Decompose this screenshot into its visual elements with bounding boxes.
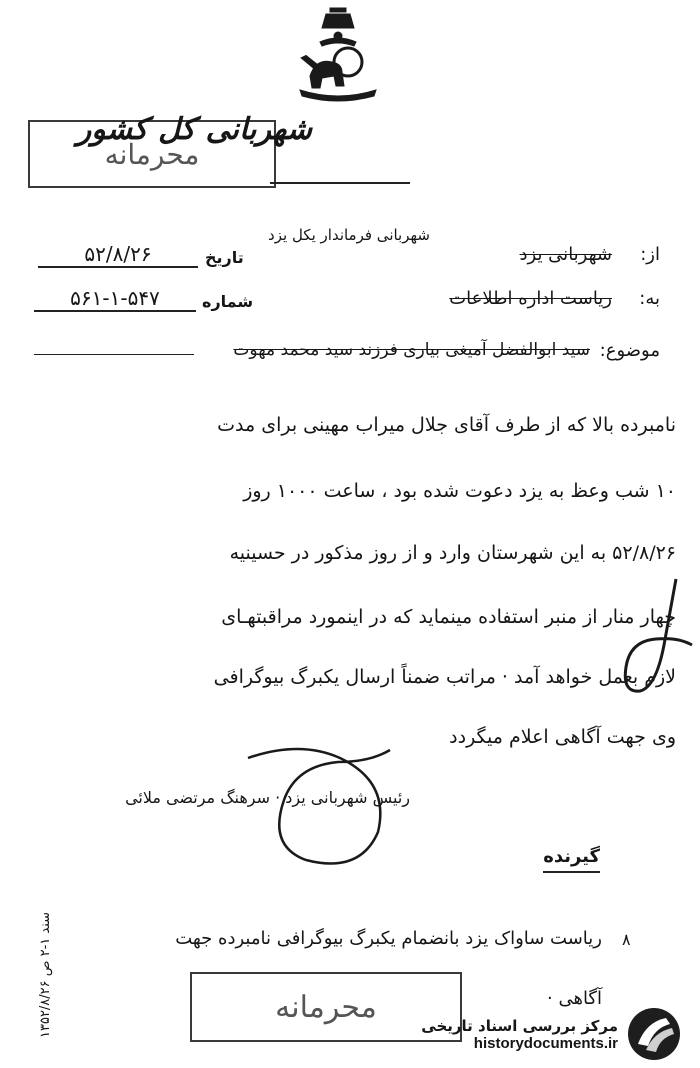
date-label: تاریخ (205, 248, 244, 267)
body-line: لازم بعمل خواهد آمد · مراتب ضمناً ارسال یکبرگ بیوگرافی (213, 666, 676, 688)
margin-archive-note: سند ۱-۲ ص ۱۳۵۲/۸/۲۶ (38, 911, 53, 1038)
archive-logo-icon (626, 1006, 682, 1062)
confidential-stamp: محرمانه (28, 120, 276, 188)
title-underline (270, 182, 410, 184)
watermark-url: historydocuments.ir (473, 1034, 618, 1052)
body-line: چهار منار از منبر استفاده مینماید که در اینمورد مراقبتهـای (221, 606, 676, 628)
handwritten-signature (240, 722, 400, 882)
number-label: شماره (202, 292, 254, 311)
to-label: به: (639, 288, 660, 309)
from-label: از: (640, 244, 660, 265)
archive-watermark (421, 1006, 682, 1062)
organization-title: شهربانی کل کشور (76, 112, 312, 147)
subject-label: موضوع: (599, 340, 660, 361)
body-line: ۵۲/۸/۲۶ به این شهرستان وارد و از روز مذکور در حسینیه (229, 542, 676, 564)
to-value: ریاست اداره اطلاعات (449, 288, 612, 309)
subject-rule (34, 354, 194, 355)
watermark-name: مرکز بررسی اسناد تاریخی (421, 1016, 618, 1035)
body-line: وی جهت آگاهی اعلام میگردد (449, 726, 676, 748)
signatory-line: رئیس شهربانی یزد · سرهنگ مرتضی ملائی (125, 788, 410, 807)
recipient-item: ریاست ساواک یزد بانضمام یکبرگ بیوگرافی نامبرده جهت (175, 928, 602, 949)
recipient-item: آگاهی · (547, 988, 602, 1009)
recipient-index: ۸ (622, 930, 631, 949)
date-value: ۵۲/۸/۲۶ (38, 242, 198, 268)
body-line: نامبرده بالا که از طرف آقای جلال میراب مهینی برای مدت (217, 414, 676, 436)
lion-and-sun-emblem-icon (296, 6, 380, 106)
confidential-stamp: محرمانه (190, 972, 462, 1042)
recipients-label: گیرنده (543, 846, 600, 873)
from-value: شهربانی یزد (519, 244, 612, 265)
body-line: ۱۰ شب وعظ به یزد دعوت شده بود ، ساعت ۱۰۰۰ روز (243, 480, 676, 502)
issuer-line: شهربانی فرماندار یکل یزد (268, 226, 430, 244)
number-value: ۵۶۱-۱-۵۴۷ (34, 286, 196, 312)
margin-checkmark (616, 575, 696, 700)
subject-value: سید ابوالفضل آمیغی بیاری فرزند سید محمد مهوت (233, 340, 590, 360)
